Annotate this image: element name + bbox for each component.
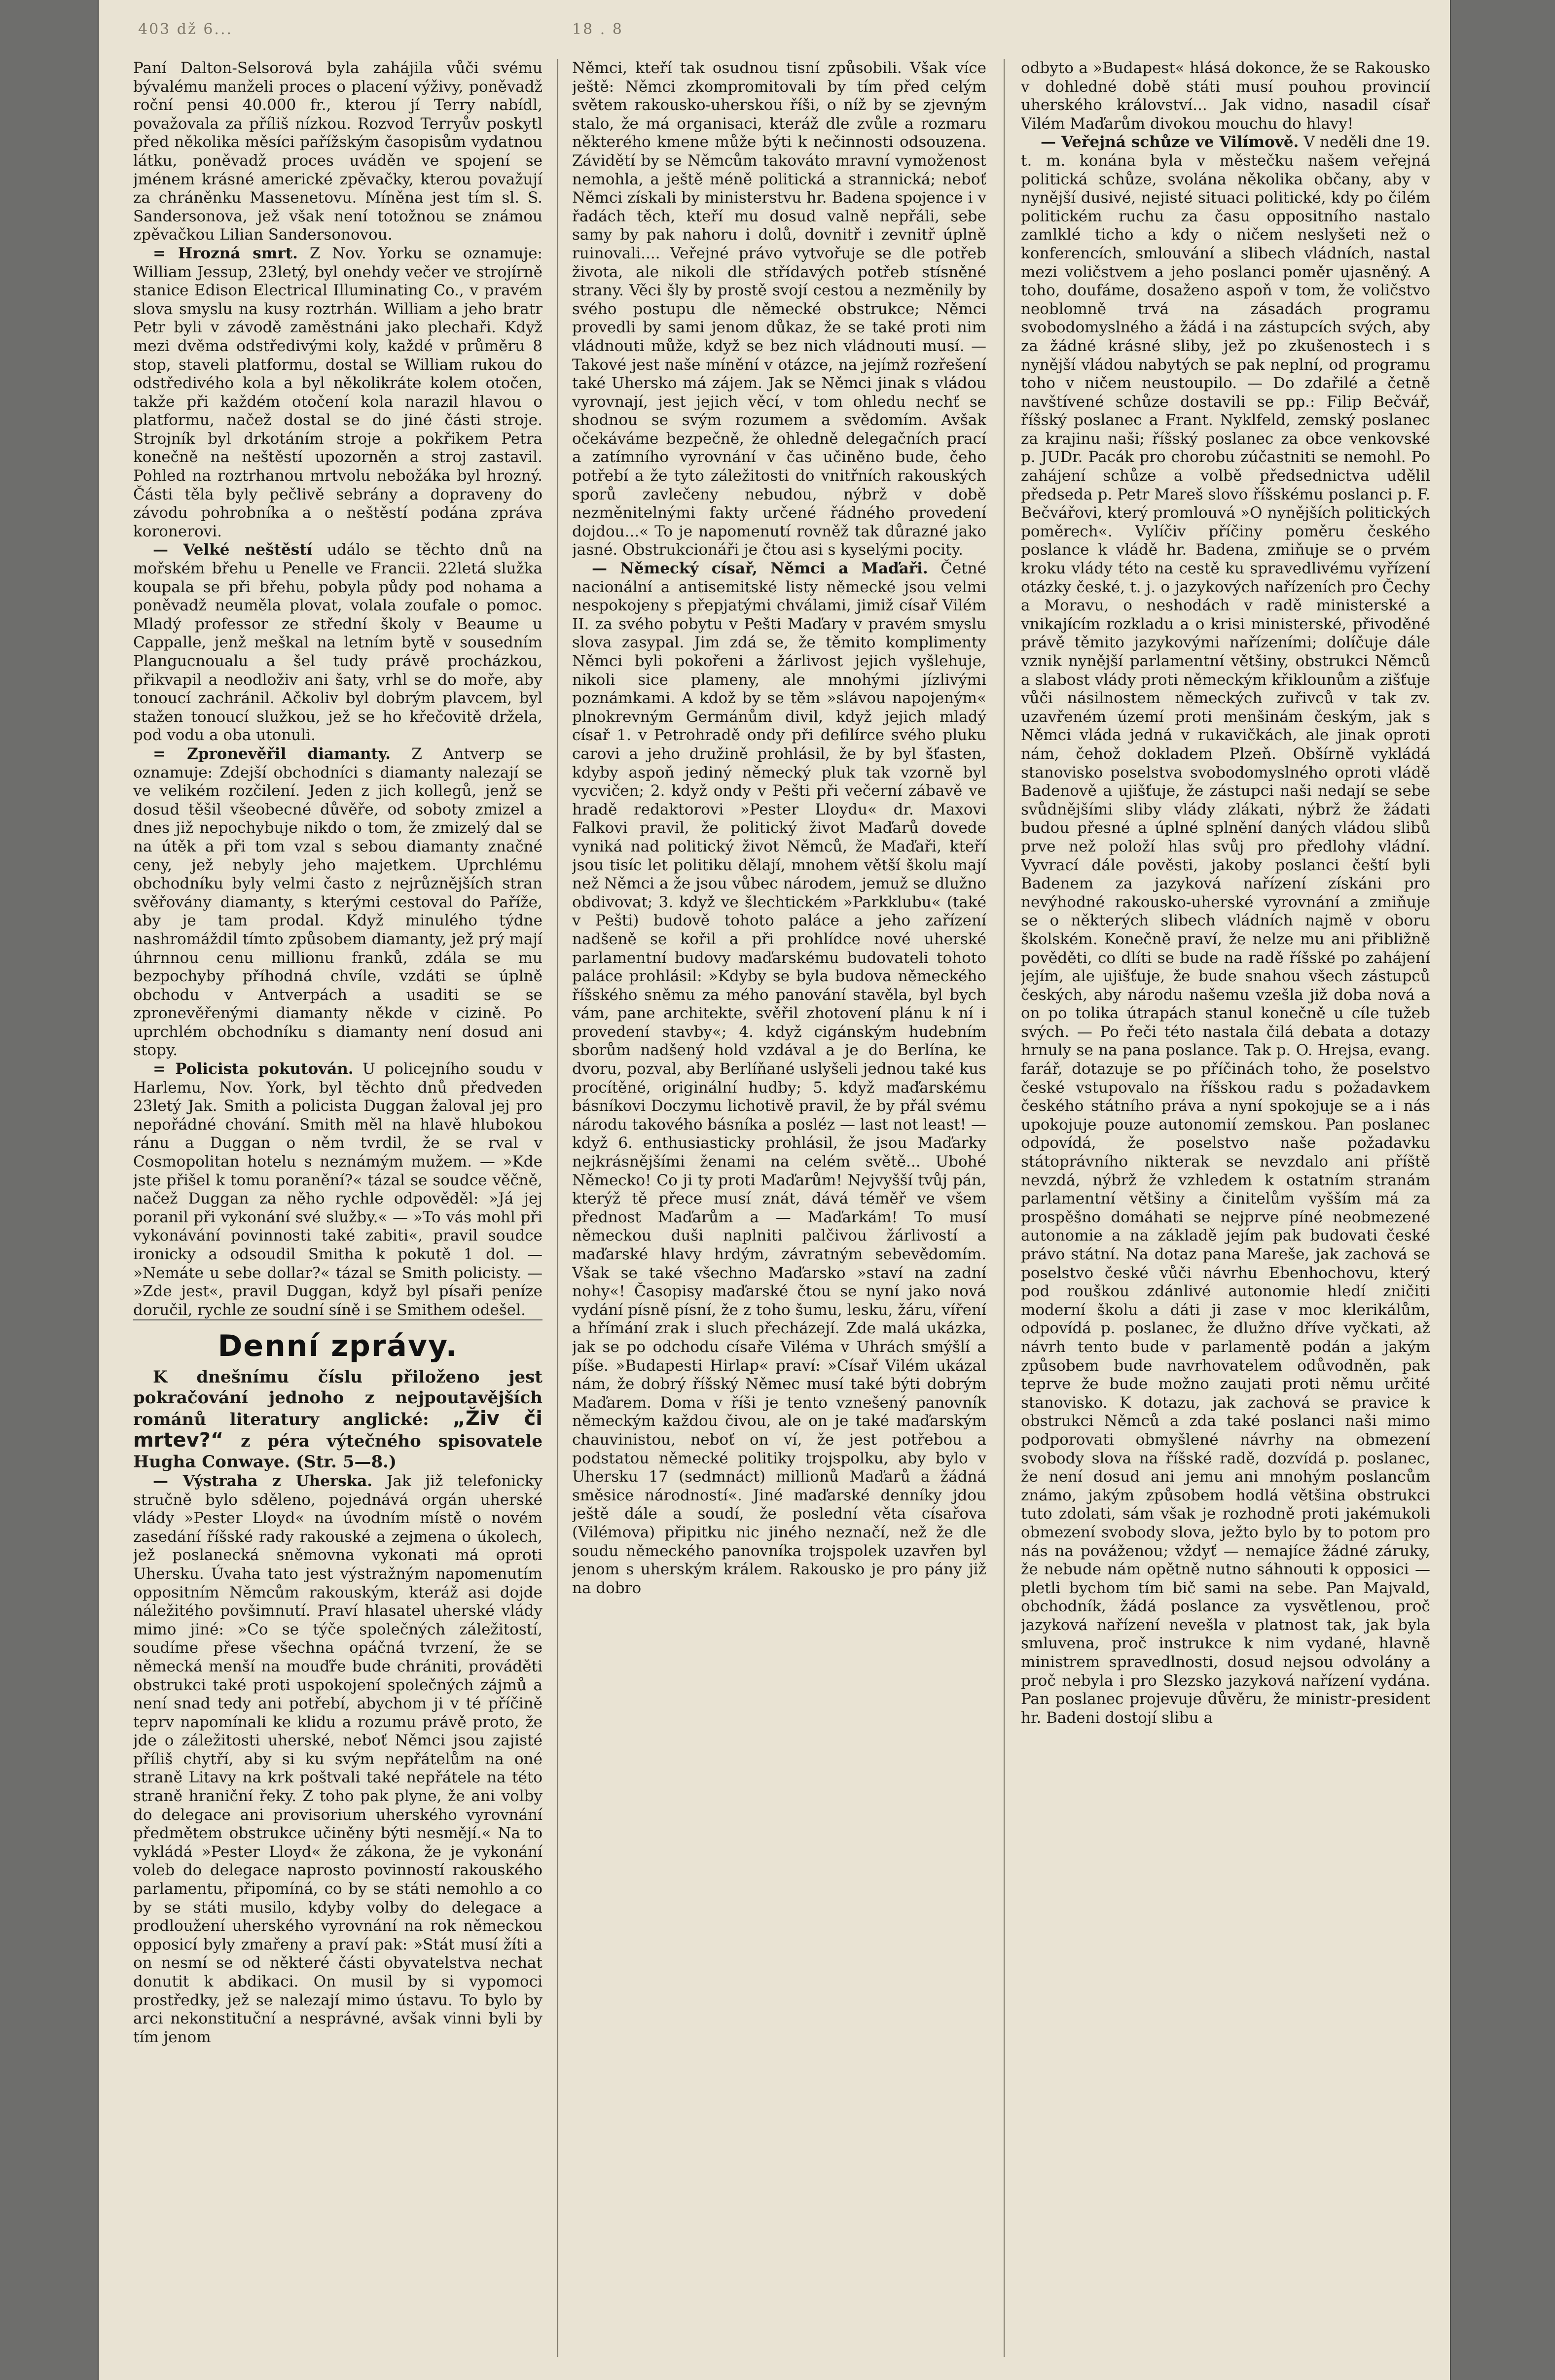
article-paragraph: odbyto a »Budapest« hlásá dokonce, že se Rakousko v dohledné době státi musí pouhou provincií uherského království... Jak vidno, nasadil císař Vilém Maďarům divokou mouchu do hlavy! xyxy=(1021,59,1430,133)
article-body: Četné nacionální a antisemitské listy německé jsou velmi nespokojeny s přepjatými chválami, jimiž císař Vilém II. za svého pobytu v Pešti Maďary v pravém smyslu slova zasypal. Jim zdá se, že těmito komplimenty Němci byli pokořeni a žárlivost jejich vyšlehuje, nikoli sice plameny, ale mnohými jízlivými poznámkami. A kdož by se těm »slávou napojeným« plnokrevným Germánům divil, když jejich mladý císař 1. v Petrohradě ondy při defilírce svého pluku carovi a jeho družině prohlásil, že by byl šťasten, kdyby aspoň jediný německý pluk tak vzorně byl vycvičen; 2. když ondy v Pešti při večerní zábavě ve hradě redaktorovi »Pester Lloydu« dr. Maxovi Falkovi pravil, že politický život Maďarů dovede vyniká nad politický život Němců, že Maďaři, kteří jsou tisíc let politiku dělají, mnohem větší školu mají než Němci a že jsou vůbec národem, jemuž se dlužno obdivovat; 3. když ve šlechtickém »Parkklubu« (také v Pešti) budově tohoto paláce a jeho zařízení nadšeně se kořil a při prohlídce nové uherské parlamentní budovy maďarskému budovateli tohoto paláce prohlásil: »Kdyby se byla budova německého říšského sněmu za mého panování stavěla, byl bych vám, pane architekte, svěřil zhotovení plánu k ní i provedení stavby«; 4. když cigánským hudebním sborům nadšený hold vzdával a je do Berlína, ke dvoru, pozval, aby Berlíňané uslyšeli jednou také kus procítěné, originální hudby; 5. když maďarskému básníkovi Doczymu lichotivě pravil, že by přál svému národu takového básníka a posléz — last not least! — když 6. enthusiasticky prohlásil, že jsou Maďarky nejkrásnějšími ženami na celém světě... Ubohé Německo! Co ji ty proti Maďarům! Nejvyšší tvůj pán, kterýž tě přece musí znát, dává téměř ve všem přednost Maďarům a — Maďarkám! To musí německou duši naplniti palčivou žárlivostí a maďarské hlavy hrdým, závratným sebevědomím. Však se také všechno Maďarsko »staví na zadní nohy«! Časopisy maďarské čtou se nyní jako nová vydání písně písní, že z toho šumu, lesku, žáru, víření a hřímání zrak i sluch přecházejí. Zde malá ukázka, jak se po odchodu císaře Viléma v Uhrách smýšlí a píše. »Budapesti Hirlap« praví: »Císař Vilém ukázal nám, že dobrý říšský Němec musí také býti dobrým Maďarem. Doma v říši je tento vznešený panovník německým každou čivou, ale on je také maďarským chauvinistou, neboť on ví, že jest potřebou a podstatou německé politiky trojspolku, aby bylo v Uhersku 17 (sedmnáct) millionů Maďarů a žádná směsice národností«. Jiné maďarské denníky jdou ještě dále a soudí, že poslední věta císařova (Vilémova) připitku nic jiného neznačí, než že dle soudu německého panovníka trojspolek uzavřen byl jenom s uherským králem. Rakousko je pro pány již na dobro xyxy=(572,560,986,1597)
page-header-left-mark: 403 dž 6... xyxy=(138,21,233,38)
article-body: Jak již telefonicky stručně bylo sděleno, pojednává orgán uherské vlády »Pester Lloyd« na úvodním místě o novém zasedání říšské rady rakouské a zejmena o úkolech, jež poslanecká sněmovna vykonati má oproti Uhersku. Úvaha tato jest výstražným napomenutím oppositním Němcům rakouským, kteráž asi dojde náležitého povšimnutí. Praví hlasatel uherské vlády mimo jiné: »Co se týče společných záležitostí, soudíme přese všechna opáčná tvrzení, že se německá menší na mouďře bude chrániti, prováděti obstrukci také proti uspokojení společných zájmů a není snad tedy ani potřebí, abychom ji v té příčině teprv napomínali ke klidu a rozumu právě proto, že jde o záležitosti uherské, neboť Němci jsou zajisté příliš chytří, aby si ku svým nepřátelům na oné straně Litavy na krk poštvali také nepřátele na této straně hraniční řeky. Z toho pak plyne, že ani volby do delegace ani provisorium uherského vyrovnání předmětem obstrukce učiněny býti nesmějí.« Na to vykládá »Pester Lloyd« že zákona, že je vykonání voleb do delegace naprosto povinností rakouského parlamentu, připomíná, co by se státi nemohlo a co by se státi musilo, kdyby volby do delegace a prodloužení uherského vyrovnání na rok německou opposicí byly zmařeny a praví pak: »Stát musí žíti a on nesmí se od některé části obyvatelstva nechat donutit k abdikaci. On musil by si vypomoci prostředky, jež se nalezají mimo ústavu. To bylo by arci nekonstituční a nesprávné, avšak vinni byli by tím jenom xyxy=(133,1472,542,2046)
column-middle xyxy=(572,59,986,2357)
article-body: V neděli dne 19. t. m. konána byla v městečku našem veřejná politická schůze, svolána několika občany, aby v nynější dusivé, nejisté situaci politické, kdy po čilém politickém ruchu za času oppositního nastalo zamlklé ticho a kdy o ničem neslyšeti než o konferencích, smlouvání a slibech vládních, nastal mezi voličstvem a jeho poslanci poměr ujasněný. A toho, doufáme, dosaženo aspoň v tom, že voličstvo neoblomně trvá na zásadách programu svobodomyslného a žádá i na zástupcích svých, aby za žádné krásné sliby, jež po zkušenostech i s nynější vládou nabytých se pak neplní, od programu toho v ničem neustoupilo. — Do zdařilé a četně navštívené schůze dostavili se pp.: Filip Bečvář, říšský poslanec a Frant. Nyklfeld, zemský poslanec za krajinu naši; říšský poslanec za obce venkovské p. JUDr. Pacák pro chorobu zúčastniti se nemohl. Po zahájení schůze a volbě předsednictva udělil předseda p. Petr Mareš slovo říšskému poslanci p. F. Bečvářovi, který promlouvá »O nynějších politických poměrech«. Vylíčiv příčiny poměru českého poslance k vládě hr. Badena, zmiňuje se o prvém kroku vlády této na cestě ku spravedlivému vyřízení otázky české, t. j. o jazykových nařízeních pro Čechy a Moravu, o neshodách v radě ministerské a vnikajícím rozkladu a o krisi ministerské, přivoděné právě těmito jazykovými nařízeními; dolíčuje dále vznik nynější parlamentní většiny, obstrukci Němců a slabost vlády proti německým křiklounům a zišťuje vůči násilnostem německých zuřivců v tak zv. uzavřeném území proti menšinám českým, jak s Němci vláda jedná v rukavičkách, ale jinak oproti nám, čehož dokladem Plzeň. Obšírně vykládá stanovisko poselstva svobodomyslného oproti vládě Badenově a ujišťuje, že zástupci naši nedají se sebe svůdnějšími sliby vlády zlákati, nýbrž že žádati budou přesné a úplné splnění daných vládou slibů prve než položí hlas svůj pro předlohy vládní. Vyvrací dále pověsti, jakoby poslanci čeští byli Badenem za jazyková nařízení získáni pro nevýhodné rakousko-uherské vyrovnání a zmiňuje se o některých slibech vládních najmě v oboru školském. Konečně praví, že nelze mu ani přibližně pověděti, co dlíti se bude na radě říšské po zahájení jejím, ale ujišťuje, že bude snahou všech zástupců českých, aby národu našemu vzešla již doba nová a on po tolika útrapách stanul konečně u cíle tužeb svých. — Po řeči této nastala čilá debata a dotazy hrnuly se na pana poslance. Tak p. O. Hrejsa, evang. farář, dotazuje se po příčinách toho, že poselstvo české vstupovalo na říšskou radu s požadavkem českého státního práva a nyní spokojuje se a i nás upokojuje pouze autonomií zemskou. Pan poslanec odpovídá, že poselstvo naše požadavku státoprávního nikterak se nevzdalo ani příště nevzdá, nýbrž že vzhledem k ostatním stranám parlamentní většiny a činitelům vyšším má za prospěšno domáhati se nejprve píné neobmezené autonomie a na základě jejím pak budovati české právo státní. Na dotaz pana Mareše, jak zachová se poselstvo české vůči návrhu Ebenhochovu, který pod rouškou zdánlivé autonomie hledí zničiti moderní školu a dáti ji zase v moc klerikálům, odpovídá p. poslanec, že dlužno dříve vyčkati, až návrh tento bude v parlamentě podán a jakým způsobem bude navrhovatelem odůvodněn, pak teprve že bude možno zaujati proti němu určité stanovisko. K dotazu, jak zachová se pravice k obstrukci Němců a zda také poslanci naši mimo podporovati obmyšlené návrhy na obmezení svobody slova na říšské radě, dozvídá p. poslanec, že není dosud ani jemu ani mnohým poslancům známo, jakým způsobem hodlá většina obstrukci tuto zdolati, sám však je rozhodně proti jakémukoli obmezení svobody slova, ježto bylo by to potom pro nás na pováženou; vždyť — nemajíce žádné záruky, že nebude nám opětně nutno sáhnouti k opposici — pletli bychom tím bič sami na sebe. Pan Majvald, obchodník, žádá poslance za vysvětlenou, proč jazyková nařízení nevešla v platnost tak, jak byla smluvena, proč instrukce k nim vydané, hlavně ministrem spravedlnosti, dosud nejsou odvolány a proč nebyla i pro Slezsko jazyková nařízení vydána. Pan poslanec projevuje důvěru, že ministr-president hr. Badeni dostojí slibu a xyxy=(1021,133,1430,1727)
article-body: událo se těchto dnů na mořském břehu u Penelle ve Francii. 22letá služka koupala se při břehu, pobyla půdy pod nohama a poněvadž neuměla plovat, volala zoufale o pomoc. Mladý professor ze střední školy v Beaume u Cappalle, jenž meškal na letním bytě v sousedním Plangucnoualu a šel tudy právě procházkou, přikvapil a neodloživ ani šaty, vrhl se do moře, aby tonoucí zachránil. Ačkoliv byl dobrým plavcem, byl stažen tonoucí služkou, jež se ho křečovitě držela, pod vodu a oba utonuli. xyxy=(133,541,542,745)
article-body: Z Antverp se oznamuje: Zdejší obchodníci s diamanty nalezají se ve velikém rozčilení. Jeden z jich kollegů, jenž se dosud těšil všeobecné důvěře, od soboty zmizel a dnes již nepochybuje nikdo o tom, že zmizelý dal se na útěk a při tom vzal s sebou diamanty značné ceny, jež nebyly jeho majetkem. Uprchlému obchodníku byly velmi často z nejrůznějších stran svěřovány diamanty, s kterými cestoval do Paříže, aby je tam prodal. Když minulého týdne nashromáždil tímto způsobem diamanty, jež prý mají úhrnnou cenu millionu franků, zdála se mu bezpochyby příhodná chvíle, vzdáti se úplně obchodu v Antverpách a usaditi se se zpronevěřenými diamanty někde v cizině. Po uprchlém obchodníku s diamanty není dosud ani stopy. xyxy=(133,745,542,1060)
article-paragraph xyxy=(572,560,986,1598)
article-body: U policejního soudu v Harlemu, Nov. York, byl těchto dnů předveden 23letý Jak. Smith a policista Duggan žaloval jej pro nepořádné chování. Smith měl na hlavě hlubokou ránu a Duggan o něm tvrdil, že se rval v Cosmopolitan hotelu s neznámým mužem. — »Kde jste přišel k tomu poranění?« tázal se soudce věčně, načež Duggan za něho rychle odpověděl: »Já jej poranil při vykonání své služby.« — »To vás mohl při vykonávání povinnosti také zabiti«, pravil soudce ironicky a odsoudil Smitha k pokutě 1 dol. — »Nemáte u sebe dollar?« tázal se Smith policisty. — »Zde jest«, pravil Duggan, když byl písaři peníze doručil, rychle ze soudní síně i se Smithem odešel. xyxy=(133,1060,542,1319)
article-body: Z Nov. Yorku se oznamuje: William Jessup, 23letý, byl onehdy večer ve strojírně stanice Edison Electrical Illuminating Co., v pravém slova smyslu na kusy roztrhán. William a jeho bratr Petr byli v závodě zaměstnáni jako plechaři. Když mezi dvěma odstředivými koly, každé v průměru 8 stop, staveli platformu, dostal se William rukou do odstředivého kola a byl několikráte kolem otočen, takže při každém otočení kola narazil hlavou o platformu, načež dostal se do jiné části stroje. Strojník byl drkotáním stroje a pokřikem Petra konečně na neštěstí upozorněn a stroj zastavil. Pohled na roztrhanou mrtvolu nebožáka byl hrozný. Části těla byly pečlivě sebrány a dopraveny do závodu pohrobníka a o neštěstí podána zpráva koronerovi. xyxy=(133,244,542,540)
column-left xyxy=(133,59,542,2357)
article-headline: — Německý císař, Němci a Maďaři. xyxy=(592,560,928,578)
article-headline: = Policista pokutován. xyxy=(153,1060,354,1078)
column-divider xyxy=(1004,59,1005,2357)
page-header-mid-mark: 18 . 8 xyxy=(572,21,623,38)
article-paragraph xyxy=(1021,133,1430,1727)
article-headline: — Veřejná schůze ve Vilímově. xyxy=(1041,133,1299,151)
novel-title: „Živ či mrtev?“ xyxy=(133,1407,542,1452)
announcement-text: z péra výtečného spisovatele Hugha Conwaye. (Str. 5—8.) xyxy=(133,1431,542,1472)
article-headline: = Hrozná smrt. xyxy=(153,244,298,262)
article-paragraph: Paní Dalton-Selsorová byla zahájila vůči svému bývalému manželi proces o placení výživy, poněvadž roční pensi 40.000 fr., kterou jí Terry nabídl, považovala za příliš nízkou. Rozvod Terryův poskytl před několika měsíci pařížským časopisům vydatnou látku, poněvadž proces uváděn ve spojení se jménem krásné americké zpěvačky, kterou považují za chráněnku Massenetovu. Míněna jest tím sl. S. Sandersonova, jež však není totožnou se známou zpěvačkou Lilian Sandersonovou. xyxy=(133,59,542,244)
article-paragraph xyxy=(133,245,542,541)
section-title: Denní zprávy. xyxy=(217,1329,458,1364)
article-headline: — Velké neštěstí xyxy=(153,541,313,559)
column-right xyxy=(1021,59,1430,2357)
article-paragraph xyxy=(133,541,542,745)
supplement-announcement xyxy=(133,1367,542,1472)
newspaper-page xyxy=(99,0,1450,2380)
article-headline: = Zpronevěřil diamanty. xyxy=(153,745,391,763)
announcement-text: K dnešnímu číslu přiloženo jest pokračování jednoho z nejpoutavějších románů literatury anglické: xyxy=(133,1367,542,1429)
section-divider xyxy=(133,1319,542,1364)
article-paragraph xyxy=(133,1060,542,1319)
article-paragraph xyxy=(133,1472,542,2047)
article-paragraph: Němci, kteří tak osudnou tisní způsobili. Však více ještě: Němci zkompromitovali by tím před celým světem rakousko-uherskou říši, o níž by se zjevným stalo, že má organisaci, kteráž dle zvůle a rozmaru některého kmene může býti k nečinnosti odsouzena. Závidětí by se Němcům takováto mravní vymoženost nemohla, a ještě méně politická a strannická; neboť Němci získali by ministerstvu hr. Badena spojence i v řadách těch, kteří mu dosud valně nepřáli, sebe samy by pak nahoru i dolů, dovnitř i zevnitř úplně ruinovali.... Veřejné právo vytvořuje se dle potřeb života, ale nikoli dle střídavých potřeb stísněné strany. Věci šly by prostě svojí cestou a nezměnily by svého postupu dle německé obstrukce; Němci provedli by sami jenom důkaz, že se také proti nim vládnouti může, když se bez nich vládnouti musí. — Takové jest naše mínění v otázce, na jejímž rozřešení také Uhersko má zájem. Jak se Němci jinak s vládou vyrovnají, jest jejich věcí, v tom ohledu nechť se shodnou se svým rozumem a svědomím. Avšak očekáváme bezpečně, že ohledně delegačních prací a zatímního vyrovnání v čas učiněno bude, čeho potřebí a že tyto záležitosti do vnitřních rakouských sporů zavlečeny nebudou, nýbrž v době nezměnitelnými fakty určené řádného provedení dojdou...« To je napomenutí rovněž tak důrazné jako jasné. Obstrukcionáři je čtou asi s kyselými pocity. xyxy=(572,59,986,559)
column-divider xyxy=(557,59,558,2357)
article-paragraph xyxy=(133,745,542,1060)
article-headline: — Výstraha z Uherska. xyxy=(153,1472,373,1490)
